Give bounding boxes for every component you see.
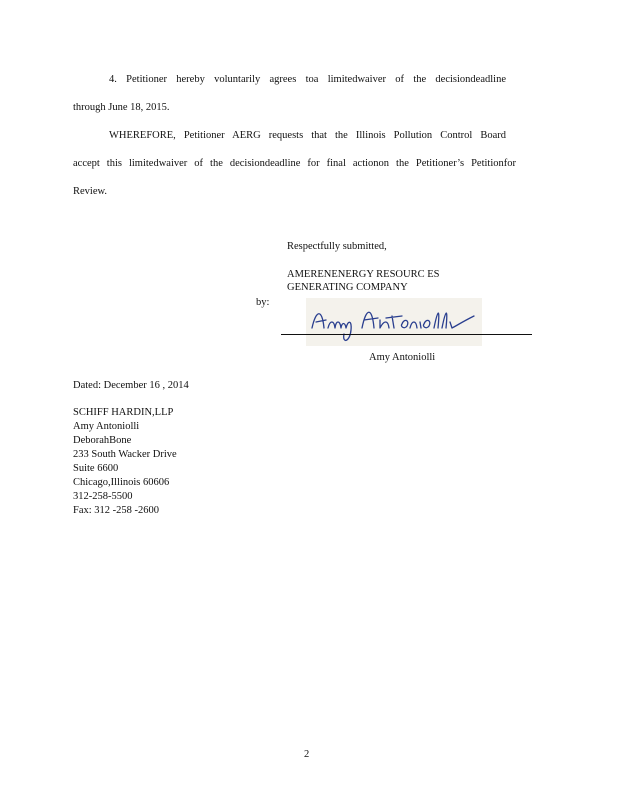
respectfully-submitted: Respectfully submitted, (287, 241, 387, 252)
handwritten-signature (306, 298, 482, 346)
firm-name: SCHIFF HARDIN,LLP (73, 407, 174, 418)
paragraph-4-line-2: through June 18, 2015. (73, 102, 170, 113)
city-state-zip: Chicago,Illinois 60606 (73, 477, 170, 488)
signer-name: Amy Antoniolli (369, 352, 436, 363)
company-name-line-2: GENERATING COMPANY (287, 282, 408, 293)
paragraph-4-line-1: 4. Petitioner hereby voluntarily agrees toa limitedwaiver of the decisiondeadline (109, 74, 506, 85)
dated-line: Dated: December 16 , 2014 (73, 380, 189, 391)
attorney-2: DeborahBone (73, 435, 132, 446)
phone: 312-258-5500 (73, 491, 133, 502)
wherefore-line-2: accept this limitedwaiver of the decisiondeadline for final actionon the Petitioner’s Petitionfor (73, 158, 516, 169)
page-number: 2 (304, 749, 310, 760)
fax: Fax: 312 -258 -2600 (73, 505, 160, 516)
company-name-line-1: AMERENENERGY RESOURC ES (287, 269, 440, 280)
street-address: 233 South Wacker Drive (73, 449, 177, 460)
firm-address-block (73, 406, 177, 518)
signature-image (306, 298, 482, 346)
signature-line (281, 334, 532, 335)
wherefore-line-1: WHEREFORE, Petitioner AERG requests that the Illinois Pollution Control Board (109, 130, 506, 141)
attorney-1: Amy Antoniolli (73, 421, 140, 432)
by-label: by: (256, 297, 270, 308)
suite: Suite 6600 (73, 463, 119, 474)
wherefore-line-3: Review. (73, 186, 108, 197)
